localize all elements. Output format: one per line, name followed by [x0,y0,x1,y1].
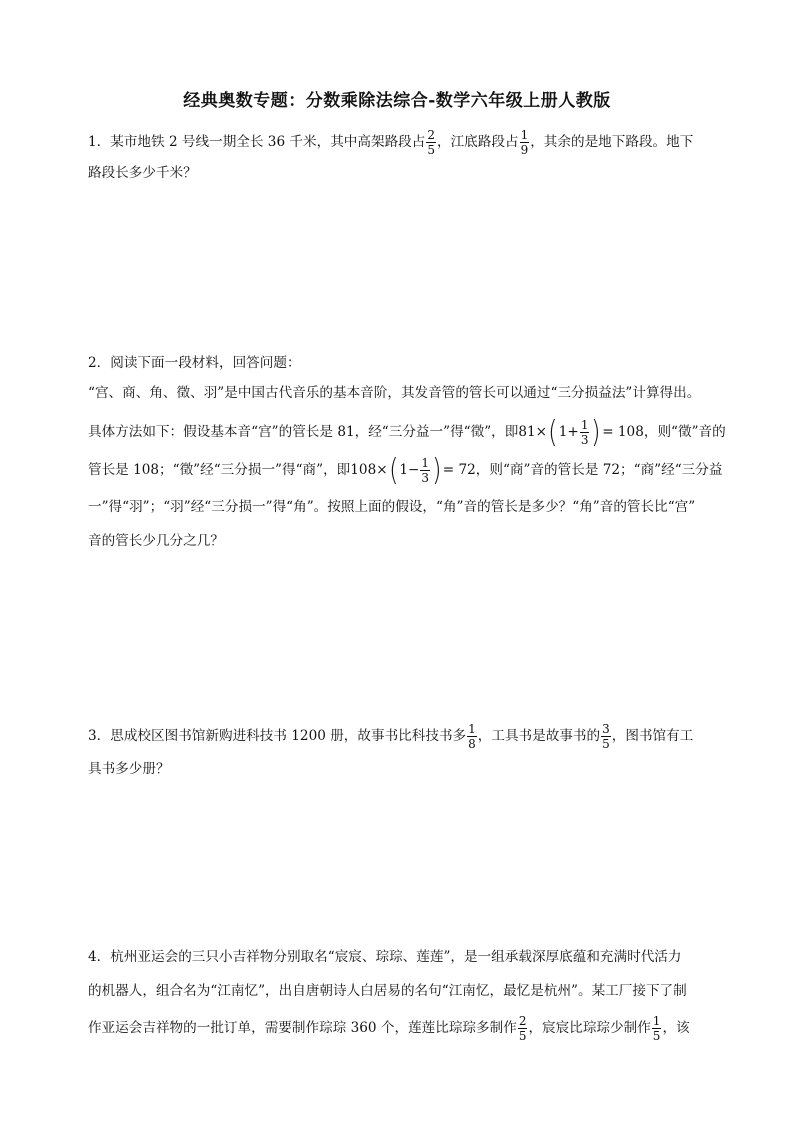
formula-expression-1 [518,414,644,450]
q2-text-4b: ，则“商”音的管长是 72；“商”经“三分益 [475,462,723,478]
q4-text-b: ，宸宸比琮琮少制作 [528,1020,651,1036]
question-3-line-2: 具书多少册？ [88,761,170,777]
question-3-line-1 [88,722,693,751]
fraction-numerator: 3 [602,722,610,736]
fraction-numerator: 1 [421,456,430,470]
fraction-denominator: 3 [421,471,430,485]
left-paren: ( [548,414,558,450]
question-2-line-4 [88,452,723,488]
fraction-one-third [580,418,590,447]
formula-inner: 1+ [558,424,579,440]
q2-text-3b: ，则“徵”音的 [643,424,726,440]
q1-text-c: ，其余的是地下路段。地下 [530,134,694,150]
question-2-line-5: 一”得“羽”；“羽”经“三分损一”得“角”。按照上面的假设，“角”音的管长是多少？“角”音的管长比“宫” [88,499,696,515]
fraction-numerator: 1 [520,128,529,142]
formula-result: = 108 [602,424,644,440]
question-2-line-2: “宫、商、角、徵、羽”是中国古代音乐的基本音阶，其发音管的管长可以通过“三分损益法”计算得出。 [88,385,701,401]
formula-prefix: 81× [518,424,548,440]
right-paren: ) [591,414,602,450]
q3-text-c: ，图书馆有工 [611,728,694,744]
fraction-numerator: 1 [580,418,589,432]
formula-result: = 72 [442,462,476,478]
fraction-one-fifth [652,1014,662,1043]
fraction-denominator: 5 [652,1029,661,1043]
q1-text-a: 1．某市地铁 2 号线一期全长 36 千米，其中高架路段占 [88,134,426,150]
q3-text-a: 3．思成校区图书馆新购进科技书 1200 册，故事书比科技书多 [88,728,467,744]
fraction-numerator: 1 [652,1014,661,1028]
fraction-numerator: 1 [468,722,476,736]
fraction-three-fifths [601,722,611,751]
fraction-one-ninth [520,128,530,157]
fraction-numerator: 2 [427,128,435,142]
question-1-line-2: 路段长多少千米？ [88,165,197,181]
q4-text-a: 作亚运会吉祥物的一批订单，需要制作琮琮 360 个，莲莲比琮琮多制作 [88,1020,517,1036]
question-2-line-6: 音的管长少几分之几？ [88,533,224,549]
right-paren: ) [432,452,442,488]
question-1-line-1 [88,128,693,157]
q4-text-c: ，该 [662,1020,690,1036]
fraction-one-third [420,456,430,485]
formula-expression-2 [350,452,476,488]
formula-inner: 1− [399,462,420,478]
fraction-two-fifths [426,128,436,157]
fraction-denominator: 5 [427,143,435,157]
question-4-line-1: 4．杭州亚运会的三只小吉祥物分别取名“宸宸、琮琮、莲莲”，是一组承载深厚底蕴和充满时代活力 [88,949,682,965]
fraction-one-eighth [467,722,477,751]
question-4-line-3 [88,1014,690,1043]
formula-prefix: 108× [350,462,388,478]
question-2-line-1: 2．阅读下面一段材料，回答问题： [88,355,301,371]
page-title: 经典奥数专题：分数乘除法综合-数学六年级上册人教版 [183,91,611,111]
fraction-numerator: 2 [518,1014,527,1028]
q2-text-4a: 管长是 108；“徵”经“三分损一”得“商”，即 [88,462,351,478]
fraction-denominator: 8 [468,737,476,751]
fraction-two-fifths [518,1014,528,1043]
fraction-denominator: 3 [580,433,589,447]
q3-text-b: ，工具书是故事书的 [477,728,601,744]
fraction-denominator: 5 [602,737,610,751]
question-2-line-3 [88,414,726,450]
left-paren: ( [388,452,399,488]
fraction-denominator: 9 [520,143,529,157]
q1-text-b: ，江底路段占 [437,134,519,150]
question-4-line-2: 的机器人，组合名为“江南忆”，出自唐朝诗人白居易的名句“江南忆，最忆是杭州”。某工厂接下了制 [88,983,687,999]
fraction-denominator: 5 [518,1029,527,1043]
q2-text-3a: 具体方法如下：假设基本音“宫”的管长是 81，经“三分益一”得“徵”，即 [88,424,519,440]
